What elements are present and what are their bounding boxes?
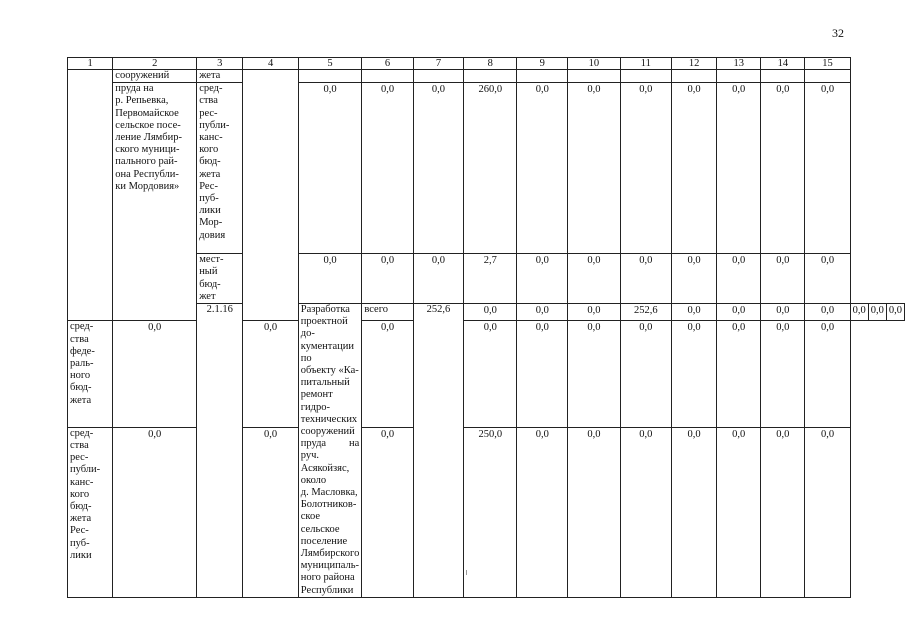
value-cell: 0,0 [362, 321, 413, 427]
column-number-header: 4 [243, 58, 298, 70]
value-cell: 0,0 [113, 427, 197, 597]
column-number-header: 5 [298, 58, 362, 70]
table-row [68, 70, 905, 83]
value-cell: 0,0 [717, 304, 761, 321]
header-row [68, 58, 905, 70]
value-cell: 0,0 [568, 254, 621, 304]
value-cell: 0,0 [805, 427, 850, 597]
value-cell: 0,0 [413, 254, 463, 304]
description-cell: Разработка проектной до- кументации по объекту «Ка- питальный ремонт гидро- технических сооружений пруда на руч. Асякойзяс, около д. Масловка, Болотников- ское сельское поселение Лямбирского муниципаль- ного района Республики [298, 304, 362, 598]
page-number: 32 [832, 26, 844, 40]
value-cell: 0,0 [717, 83, 761, 254]
table-row [68, 427, 905, 597]
value-cell: 0,0 [243, 321, 298, 427]
column-number-header: 2 [113, 58, 197, 70]
description-cell: сооружений [113, 70, 197, 83]
value-cell [568, 70, 621, 83]
value-cell [761, 70, 805, 83]
value-cell: 0,0 [717, 321, 761, 427]
code-cell [68, 70, 113, 321]
value-cell: 0,0 [620, 254, 671, 304]
value-cell: 252,6 [620, 304, 671, 321]
value-cell [805, 70, 850, 83]
value-cell: 0,0 [761, 427, 805, 597]
value-cell: 0,0 [672, 427, 717, 597]
total-cell: 252,6 [413, 304, 463, 598]
source-cell: мест- ный бюд- жет [197, 254, 243, 304]
value-cell: 0,0 [805, 304, 850, 321]
value-cell [517, 70, 568, 83]
value-cell: 0,0 [568, 83, 621, 254]
source-cell: сред- ства рес- публи- канс- кого бюд- жета Рес- пуб- лики [68, 427, 113, 597]
column-number-header: 10 [568, 58, 621, 70]
value-cell: 0,0 [517, 83, 568, 254]
value-cell [672, 70, 717, 83]
value-cell: 0,0 [517, 321, 568, 427]
value-cell: 0,0 [620, 83, 671, 254]
column-number-header: 12 [672, 58, 717, 70]
value-cell: 0,0 [464, 304, 517, 321]
value-cell: 0,0 [413, 83, 463, 254]
value-cell [298, 70, 362, 83]
value-cell: 0,0 [672, 254, 717, 304]
value-cell: 0,0 [805, 83, 850, 254]
value-cell: 0,0 [672, 83, 717, 254]
value-cell: 0,0 [761, 304, 805, 321]
value-cell: 0,0 [805, 254, 850, 304]
value-cell: 0,0 [672, 304, 717, 321]
value-cell: 0,0 [886, 304, 904, 321]
value-cell: 0,0 [362, 427, 413, 597]
value-cell: 2,7 [464, 254, 517, 304]
value-cell [717, 70, 761, 83]
value-cell: 0,0 [362, 254, 413, 304]
value-cell: 0,0 [517, 427, 568, 597]
budget-table-container [67, 57, 905, 598]
value-cell: 0,0 [568, 321, 621, 427]
column-number-header: 7 [413, 58, 463, 70]
column-number-header: 15 [805, 58, 850, 70]
source-cell: сред- ства феде- раль- ного бюд- жета [68, 321, 113, 427]
value-cell [464, 70, 517, 83]
value-cell: 0,0 [464, 321, 517, 427]
value-cell: 260,0 [464, 83, 517, 254]
value-cell: 0,0 [620, 321, 671, 427]
column-number-header: 13 [717, 58, 761, 70]
value-cell: 0,0 [517, 254, 568, 304]
column-number-header: 9 [517, 58, 568, 70]
column-number-header: 3 [197, 58, 243, 70]
code-cell: 2.1.16 [197, 304, 243, 598]
column-number-header: 6 [362, 58, 413, 70]
source-cell: всего [362, 304, 413, 321]
value-cell: 0,0 [568, 427, 621, 597]
value-cell: 0,0 [568, 304, 621, 321]
value-cell [413, 70, 463, 83]
value-cell: 0,0 [868, 304, 886, 321]
value-cell [362, 70, 413, 83]
value-cell: 0,0 [243, 427, 298, 597]
value-cell: 0,0 [717, 254, 761, 304]
table-row [68, 321, 905, 427]
value-cell [620, 70, 671, 83]
value-cell: 0,0 [717, 427, 761, 597]
value-cell: 0,0 [850, 304, 868, 321]
value-cell: 250,0 [464, 427, 517, 597]
column-number-header: 8 [464, 58, 517, 70]
table-row [68, 83, 905, 254]
value-cell: 0,0 [362, 83, 413, 254]
value-cell: 0,0 [761, 321, 805, 427]
column-number-header: 14 [761, 58, 805, 70]
value-cell: 0,0 [517, 304, 568, 321]
value-cell: 0,0 [113, 321, 197, 427]
budget-table [67, 57, 905, 598]
source-cell: сред- ства рес- публи- канс- кого бюд- жета Рес- пуб- лики Мор- довия [197, 83, 243, 254]
value-cell: 0,0 [672, 321, 717, 427]
total-cell [243, 70, 298, 321]
column-number-header: 11 [620, 58, 671, 70]
value-cell: 0,0 [298, 83, 362, 254]
value-cell: 0,0 [761, 83, 805, 254]
column-number-header: 1 [68, 58, 113, 70]
scan-mark [466, 570, 467, 575]
source-cell: жета [197, 70, 243, 83]
value-cell: 0,0 [298, 254, 362, 304]
value-cell: 0,0 [620, 427, 671, 597]
value-cell: 0,0 [805, 321, 850, 427]
value-cell: 0,0 [761, 254, 805, 304]
description-cell: пруда на р. Репьевка, Первомайское сельское посе- ление Лямбир- ского муници- пального рай- она Республи- ки Мордовия» [113, 83, 197, 321]
